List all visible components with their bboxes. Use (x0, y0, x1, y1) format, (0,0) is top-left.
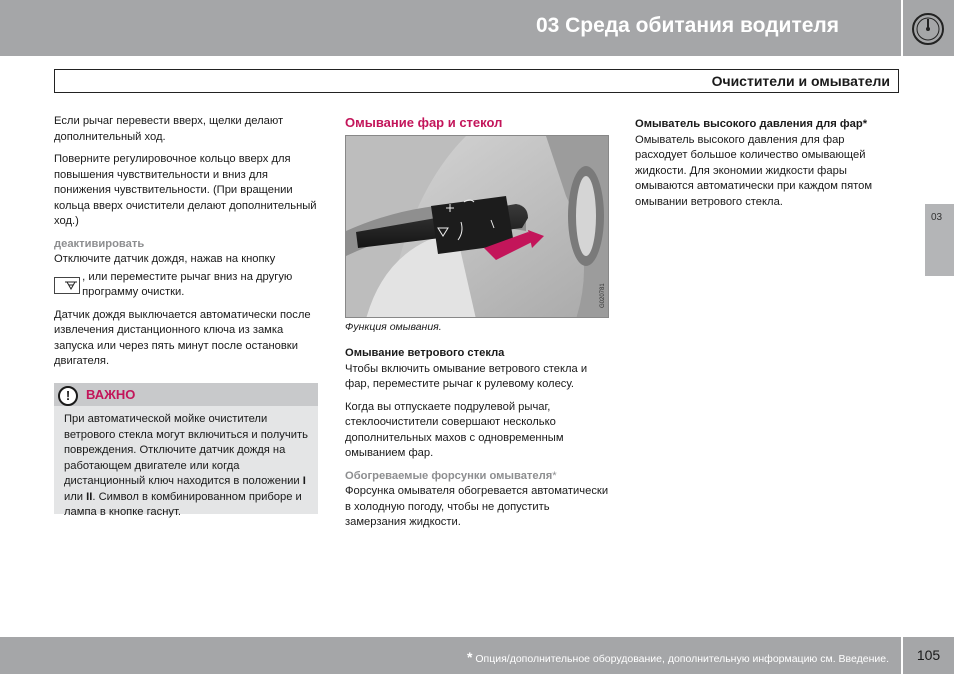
footer-note (467, 649, 889, 665)
column-3 (635, 117, 905, 210)
column-1 (54, 114, 320, 370)
subheading-deactivate: деактивировать (54, 237, 145, 250)
important-text-b: . Символ в комбинированном приборе и лампа в кнопке гаснут. (64, 490, 302, 518)
important-title: ВАЖНО (86, 387, 136, 402)
paragraph: Отключите датчик дождя, нажав на кнопку (54, 253, 276, 265)
photo-caption: Функция омывания. (345, 321, 442, 333)
speedometer-icon (911, 12, 945, 46)
important-text (64, 412, 314, 521)
important-note (54, 383, 318, 518)
photo-code: G020781 (600, 283, 606, 308)
column-2 (345, 346, 613, 531)
position-i: I (302, 475, 306, 487)
wiper-stalk-photo (345, 135, 609, 318)
paragraph: Когда вы отпускаете подрулевой рычаг, стеклоочистители совершают несколько дополнительных махов с одновременным омыванием фар. (345, 400, 564, 459)
page-number-box (903, 637, 954, 674)
footer-note-text: Опция/дополнительное оборудование, дополнительную информацию см. Введение. (475, 653, 889, 665)
paragraph: Омыватель высокого давления для фар расходует большое количество омывающей жидкости. Для экономии жидкости фары омываются автоматически при каждом пятом омывании ветрового стекла. (635, 133, 873, 208)
warning-icon: ! (58, 386, 78, 406)
heading-windshield-wash: Омывание ветрового стекла (345, 347, 505, 359)
heading-high-pressure-washer: Омыватель высокого давления для фар* (635, 118, 868, 130)
deactivate-line (54, 270, 320, 301)
paragraph-part: , или переместите рычаг вниз на другую программу очистки. (82, 270, 293, 298)
paragraph: Форсунка омывателя обогревается автоматически в холодную погоду, чтобы не допустить замерзания жидкости. (345, 485, 609, 528)
paragraph: Датчик дождя выключается автоматически после извлечения дистанционного ключа из замка запуска или через пять минут после остановки двигателя. (54, 308, 311, 367)
header-band (0, 0, 901, 56)
footer-star: * (466, 649, 473, 665)
paragraph: Чтобы включить омывание ветрового стекла и фар, переместите рычаг к рулевому колесу. (345, 362, 588, 390)
wiper-stalk-illustration (346, 136, 609, 318)
important-text-a: При автоматической мойке очистители ветрового стекла могут включиться и получить повреждения. Отключите датчик дождя на работающем двигателе или когда дистанционный ключ находится в положении (64, 413, 308, 487)
section-title: Очистители и омыватели (711, 73, 890, 89)
side-tab-label: 03 (931, 212, 943, 223)
paragraph: Поверните регулировочное кольцо вверх для повышения чувствительности и вниз для понижения чувствительности. (При вращении кольца вверх очистители делают дополнительный ход.) (54, 153, 317, 227)
chapter-title: 03 Среда обитания водителя (535, 14, 839, 37)
heading-heated-nozzles: Обогреваемые форсунки омывателя (345, 469, 553, 482)
important-header (54, 383, 318, 406)
rain-sensor-button-icon (54, 277, 80, 294)
important-text-or: или (64, 490, 87, 503)
paragraph: Если рычаг перевести вверх, щелки делают дополнительный ход. (54, 115, 284, 143)
section-bar (54, 69, 899, 93)
chapter-side-tab (925, 204, 954, 276)
position-ii: II (86, 490, 93, 503)
footer-band (0, 637, 901, 674)
column-2-title: Омывание фар и стекол (345, 115, 503, 130)
page-number: 105 (916, 647, 941, 663)
header-icon-box (903, 0, 954, 56)
option-star: * (552, 469, 557, 482)
